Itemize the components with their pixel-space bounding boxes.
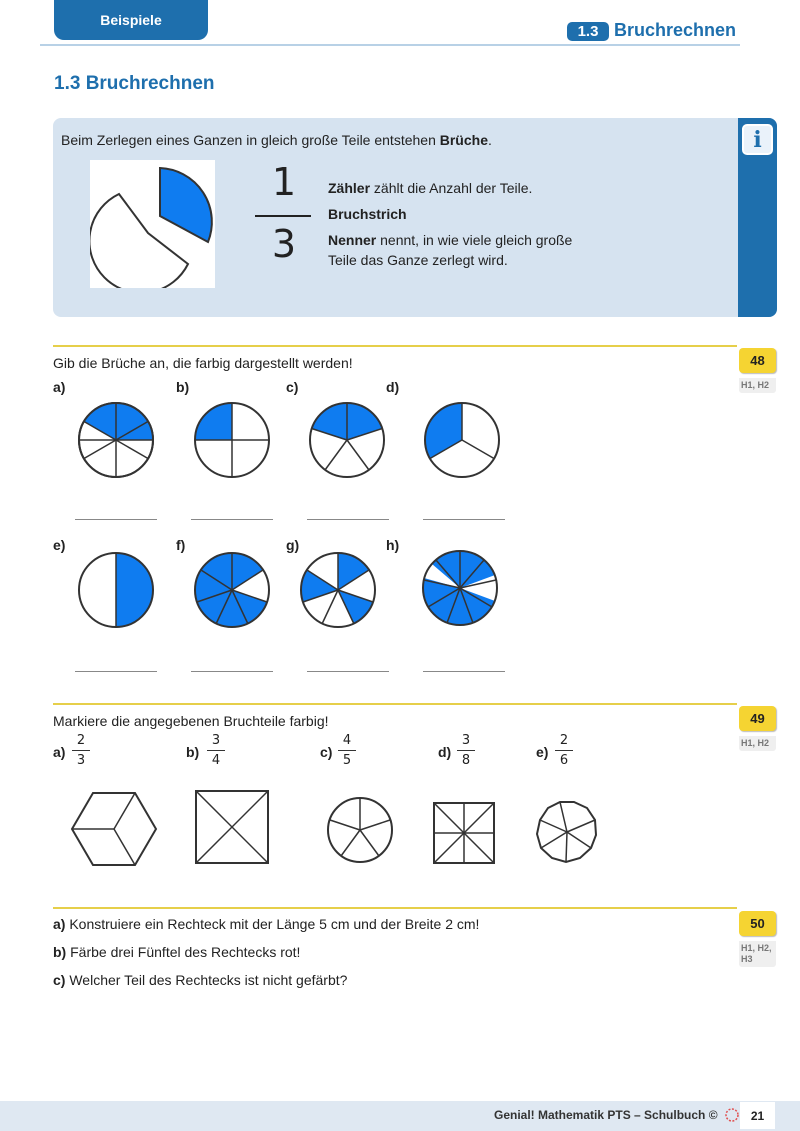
- example-denominator: 3: [271, 222, 297, 266]
- chapter-title: Bruchrechnen: [614, 20, 737, 40]
- pie-a-six-parts: [74, 400, 158, 484]
- answer-line-h[interactable]: [423, 671, 505, 672]
- task-49-label-a: a): [53, 744, 66, 760]
- example-pie-one-third: [90, 160, 215, 288]
- task-49-b-numerator: 3: [211, 733, 221, 748]
- answer-line-g[interactable]: [307, 671, 389, 672]
- task-50-competencies: H1, H2, H3: [739, 941, 776, 967]
- answer-line-f[interactable]: [191, 671, 273, 672]
- task-49-badge: 49: [739, 706, 776, 731]
- task-49-instruction: Markiere die angegebenen Bruchteile farbig!: [53, 713, 329, 729]
- page-number: 21: [740, 1102, 775, 1129]
- pie-c-five-parts: [305, 400, 389, 484]
- pie-d-three-parts: [420, 400, 504, 484]
- task-50-item-c: c) Welcher Teil des Rechtecks ist nicht gefärbt?: [53, 972, 348, 988]
- publisher-logo-icon: [724, 1108, 740, 1122]
- info-box: [53, 118, 777, 317]
- answer-line-b[interactable]: [191, 519, 273, 520]
- pie-e-two-parts: [74, 550, 158, 634]
- task-48-competencies: H1, H2: [739, 378, 776, 393]
- task-49-divider: [53, 703, 737, 705]
- task-48-instruction: Gib die Brüche an, die farbig dargestellt werden!: [53, 355, 353, 371]
- answer-line-a[interactable]: [75, 519, 157, 520]
- task-48-divider: [53, 345, 737, 347]
- task-49-c-denominator: 5: [342, 753, 352, 768]
- task-48-label-h: h): [386, 537, 400, 553]
- task-48-label-g: g): [286, 537, 300, 553]
- answer-line-e[interactable]: [75, 671, 157, 672]
- task-49-d-bar: [457, 750, 475, 751]
- answer-line-d[interactable]: [423, 519, 505, 520]
- task-50-item-b: b) Färbe drei Fünftel des Rechtecks rot!: [53, 944, 301, 960]
- answer-line-c[interactable]: [307, 519, 389, 520]
- task-48-label-c: c): [286, 379, 299, 395]
- task-49-e-denominator: 6: [559, 753, 569, 768]
- footer-text: Genial! Mathematik PTS – Schulbuch ©: [494, 1108, 740, 1122]
- task-49-b-bar: [207, 750, 225, 751]
- task-48-label-a: a): [53, 379, 66, 395]
- square-four-parts[interactable]: [192, 787, 272, 867]
- polygon-six-parts[interactable]: [533, 798, 601, 866]
- pie-g-seven-parts: [296, 550, 380, 634]
- task-48-label-f: f): [176, 537, 186, 553]
- info-intro: Beim Zerlegen eines Ganzen in gleich große Teile entstehen Brüche.: [61, 132, 492, 148]
- section-tab-beispiele: Beispiele: [54, 0, 208, 40]
- hexagon-three-parts[interactable]: [68, 788, 160, 870]
- zaehler-explanation: Zähler zählt die Anzahl der Teile.: [328, 180, 533, 196]
- info-icon: i: [742, 124, 773, 155]
- task-49-label-c: c): [320, 744, 333, 760]
- pie-b-four-parts: [190, 400, 274, 484]
- task-49-d-numerator: 3: [461, 733, 471, 748]
- task-49-label-d: d): [438, 744, 452, 760]
- task-49-c-numerator: 4: [342, 733, 352, 748]
- task-48-label-e: e): [53, 537, 66, 553]
- example-fraction-bar: [255, 215, 311, 217]
- task-49-b-denominator: 4: [211, 753, 221, 768]
- task-49-e-numerator: 2: [559, 733, 569, 748]
- task-48-label-d: d): [386, 379, 400, 395]
- task-49-competencies: H1, H2: [739, 736, 776, 751]
- task-48-label-b: b): [176, 379, 190, 395]
- header-divider: [40, 44, 740, 46]
- task-49-e-bar: [555, 750, 573, 751]
- nenner-explanation: Nenner nennt, in wie viele gleich große Teile das Ganze zerlegt wird.: [328, 232, 573, 268]
- task-48-badge: 48: [739, 348, 776, 373]
- task-50-item-a: a) Konstruiere ein Rechteck mit der Länge 5 cm und der Breite 2 cm!: [53, 916, 480, 932]
- task-49-a-denominator: 3: [76, 753, 86, 768]
- circle-five-parts[interactable]: [324, 794, 396, 866]
- pie-h-nine-parts: [418, 548, 502, 632]
- square-eight-parts[interactable]: [431, 800, 497, 866]
- bruchstrich-explanation: Bruchstrich: [328, 206, 407, 222]
- task-49-a-numerator: 2: [76, 733, 86, 748]
- task-49-d-denominator: 8: [461, 753, 471, 768]
- chapter-number-badge: 1.3: [567, 22, 609, 41]
- page-title: 1.3 Bruchrechnen: [54, 73, 215, 94]
- task-50-divider: [53, 907, 737, 909]
- pie-f-seven-parts: [190, 550, 274, 634]
- task-49-c-bar: [338, 750, 356, 751]
- task-49-a-bar: [72, 750, 90, 751]
- example-numerator: 1: [271, 160, 297, 204]
- task-50-badge: 50: [739, 911, 776, 936]
- example-pie-panel: [90, 160, 215, 288]
- task-49-label-e: e): [536, 744, 549, 760]
- task-49-label-b: b): [186, 744, 200, 760]
